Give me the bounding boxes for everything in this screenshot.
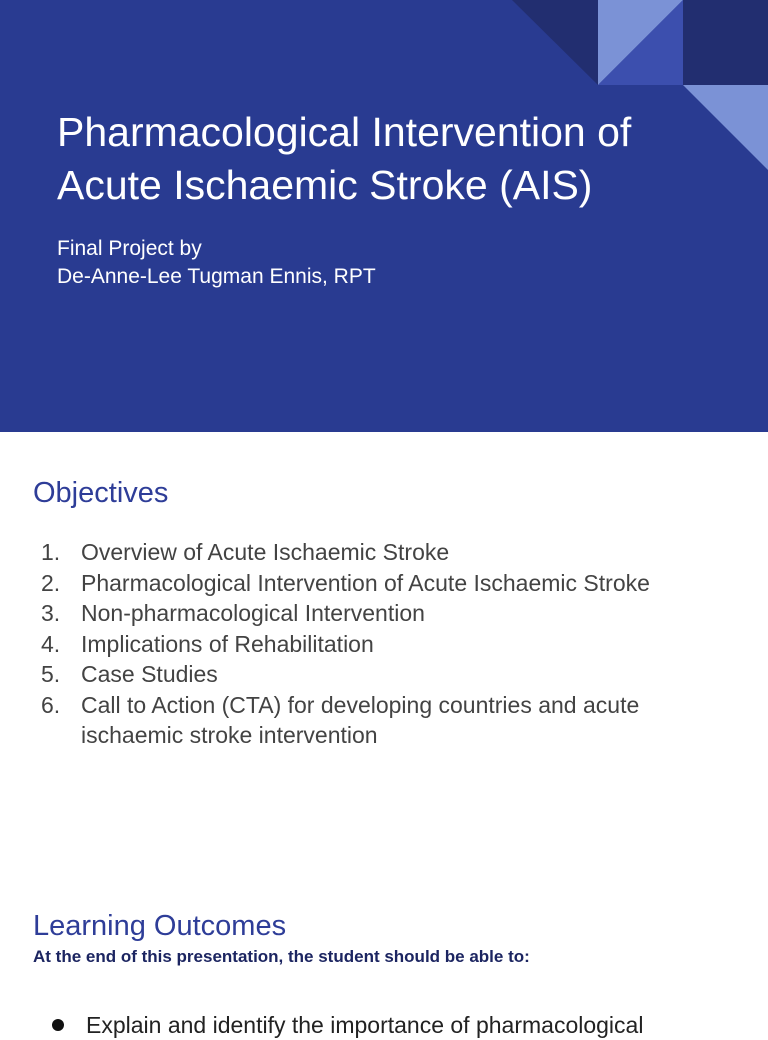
list-item-text: Implications of Rehabilitation xyxy=(81,630,374,657)
title-slide xyxy=(0,0,768,432)
list-item-text: Call to Action (CTA) for developing countries and acute ischaemic stroke intervention xyxy=(81,691,640,748)
list-item-text: Case Studies xyxy=(81,661,218,687)
subtitle-line: De-Anne-Lee Tugman Ennis, RPT xyxy=(57,265,376,288)
corner-decoration xyxy=(0,0,768,432)
list-item-number: 1. xyxy=(41,539,61,565)
list-item-number: 3. xyxy=(41,600,61,626)
list-item xyxy=(33,537,733,568)
list-item-number: 2. xyxy=(41,569,61,596)
objectives-heading: Objectives xyxy=(33,477,169,509)
list-item-number: 4. xyxy=(41,630,61,657)
learning-outcomes-heading: Learning Outcomes xyxy=(33,910,287,942)
decor-dark-square xyxy=(683,0,768,85)
list-item-text: Explain and identify the importance of pharmacological xyxy=(86,1012,644,1038)
list-item-number: 6. xyxy=(41,691,61,718)
deck-title-line: Pharmacological Intervention of xyxy=(57,109,632,155)
list-item xyxy=(33,659,733,690)
objectives-slide xyxy=(0,432,768,864)
subtitle-line: Final Project by xyxy=(57,237,202,260)
list-item xyxy=(33,568,733,599)
list-item-text: Overview of Acute Ischaemic Stroke xyxy=(81,539,450,565)
author-subtitle xyxy=(57,235,376,291)
bullet-icon xyxy=(52,1019,64,1031)
decor-dark-triangle xyxy=(512,0,598,85)
list-item xyxy=(33,690,733,751)
list-item-text: Non-pharmacological Intervention xyxy=(81,600,425,626)
deck-title xyxy=(57,106,737,212)
deck-title-line: Acute Ischaemic Stroke (AIS) xyxy=(57,162,593,208)
list-item xyxy=(33,598,733,629)
list-item xyxy=(52,1010,752,1040)
objectives-list xyxy=(33,537,733,751)
list-item xyxy=(33,629,733,660)
outcomes-intro: At the end of this presentation, the student should be able to: xyxy=(33,947,530,966)
list-item-number: 5. xyxy=(41,661,61,687)
list-item-text: Pharmacological Intervention of Acute Ischaemic Stroke xyxy=(81,569,650,596)
learning-outcomes-slide xyxy=(0,864,768,1038)
